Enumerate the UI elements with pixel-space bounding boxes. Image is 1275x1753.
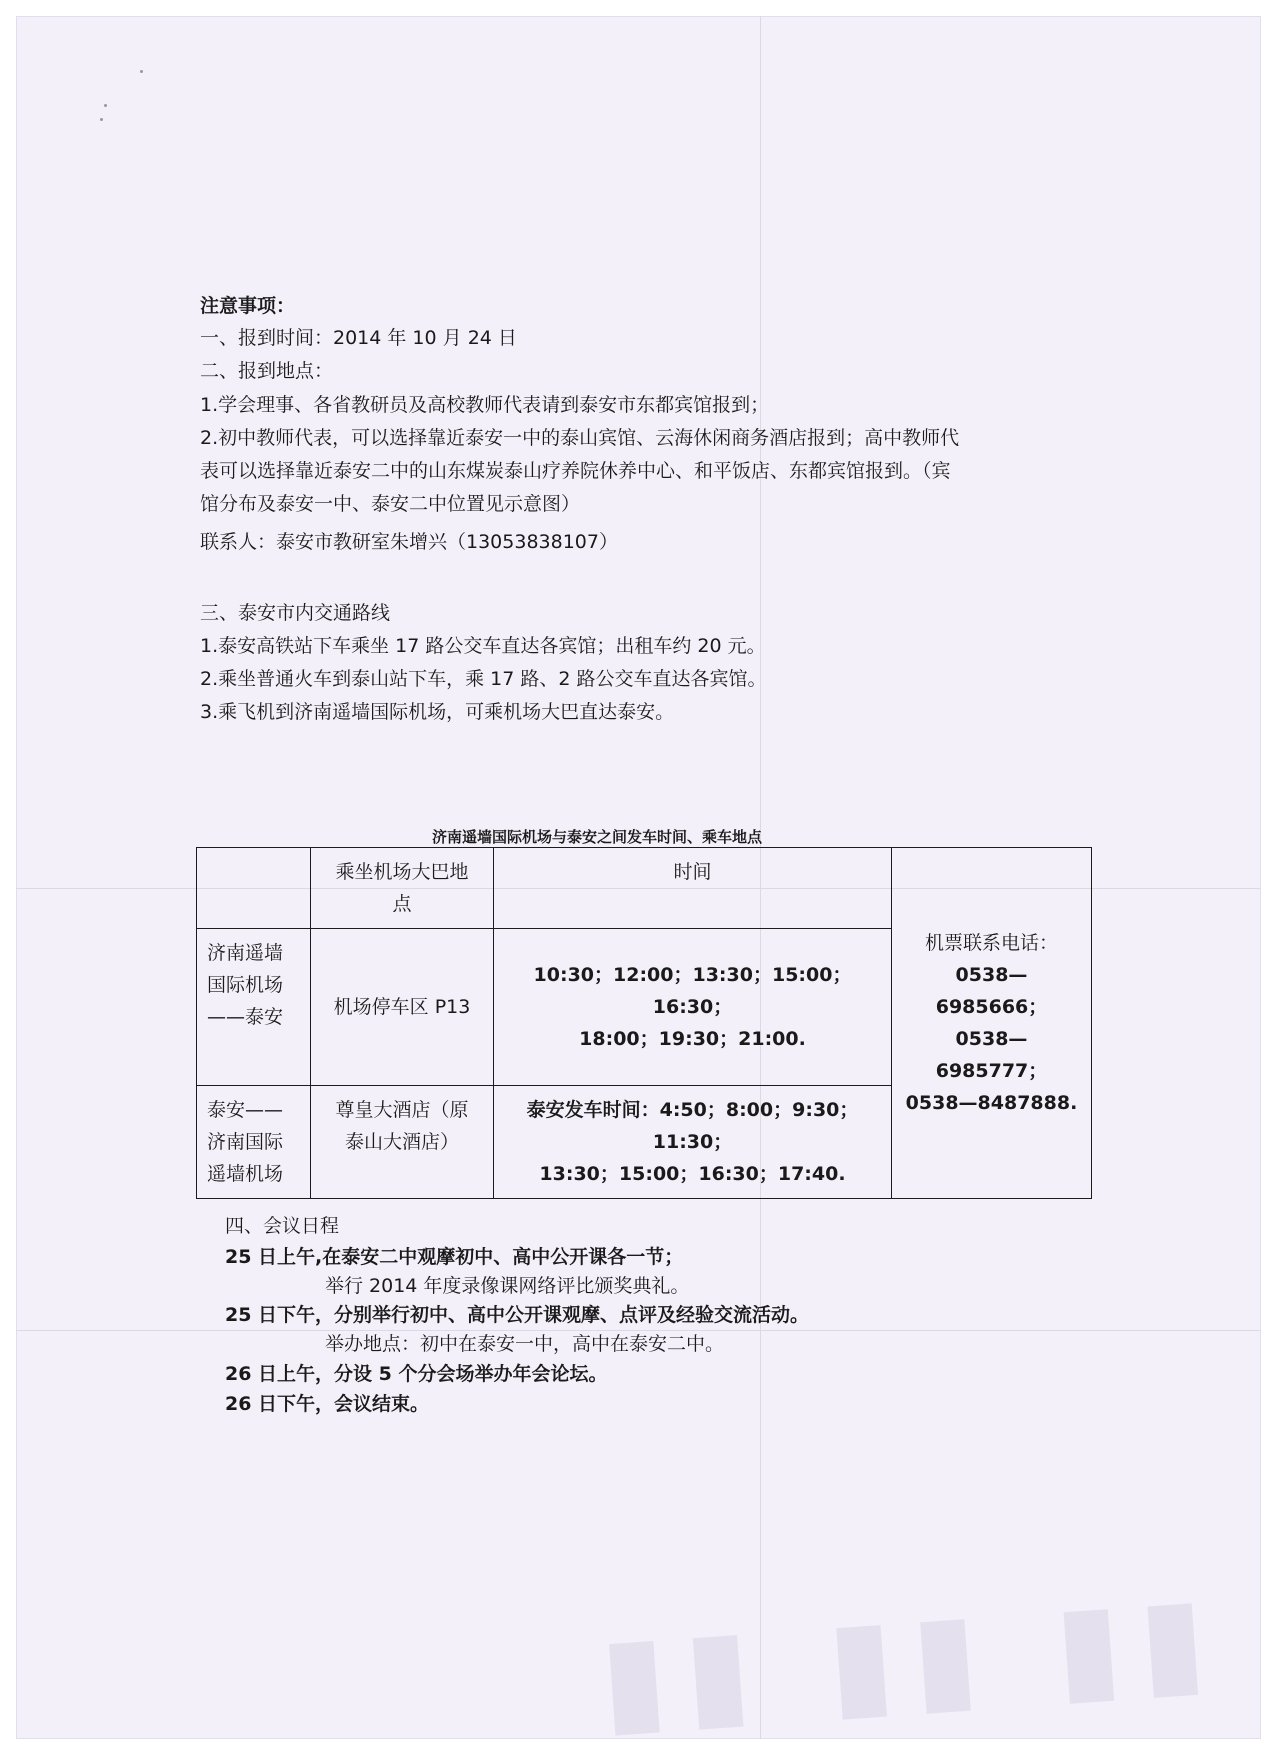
notice-heading: 注意事项： [200, 295, 296, 317]
row1-times-line-2: 18:00；19:30；21:00. [579, 1028, 806, 1050]
ticket-phone-3: 0538—8487888. [905, 1092, 1078, 1114]
row2-route-line-1: 泰安—— [207, 1099, 284, 1121]
row1-times-cell [494, 929, 892, 1086]
traffic-heading: 三、泰安市内交通路线 [200, 602, 391, 624]
row2-times-cell [494, 1086, 892, 1199]
registration-place-2-line-1: 2.初中教师代表，可以选择靠近泰安一中的泰山宾馆、云海休闲商务酒店报到；高中教师代 [200, 427, 960, 449]
header-empty-cell [197, 848, 311, 929]
row1-times-line-1: 10:30；12:00；13:30；15:00；16:30； [533, 964, 852, 1018]
row2-route-line-3: 遥墙机场 [207, 1163, 284, 1185]
schedule-item-1: 25 日上午,在泰安二中观摩初中、高中公开课各一节； [225, 1246, 684, 1268]
row1-route-line-3: ——泰安 [207, 1006, 284, 1028]
row2-place-cell [311, 1086, 494, 1199]
registration-time: 一、报到时间：2014 年 10 月 24 日 [200, 327, 517, 349]
header-place-cell [311, 848, 494, 929]
ticket-contact-label: 机票联系电话： [924, 932, 1058, 954]
row1-route-line-1: 济南遥墙 [207, 942, 284, 964]
traffic-route-3: 3.乘飞机到济南遥墙国际机场，可乘机场大巴直达泰安。 [200, 701, 675, 723]
ticket-phone-1: 0538—6985666； [935, 964, 1048, 1018]
paper-speck [100, 118, 103, 121]
paper-speck [104, 104, 107, 107]
schedule-heading: 四、会议日程 [225, 1215, 340, 1237]
row2-route-line-2: 济南国际 [207, 1131, 284, 1153]
header-time: 时间 [673, 861, 712, 883]
show-through-mark: ▮▮ ▮▮ ▮▮ [595, 1568, 1228, 1751]
bus-schedule-table [196, 847, 1092, 1199]
table-header-row [197, 848, 1092, 929]
contact-person: 联系人：泰安市教研室朱增兴（13053838107） [200, 531, 618, 553]
schedule-item-3: 26 日上午，分设 5 个分会场举办年会论坛。 [225, 1363, 608, 1385]
ticket-contact-cell [892, 848, 1092, 1199]
row2-place-line-1: 尊皇大酒店（原 [335, 1099, 469, 1121]
header-place-line-1: 乘坐机场大巴地 [335, 861, 469, 883]
bus-table-title: 济南遥墙国际机场与泰安之间发车时间、乘车地点 [432, 828, 763, 846]
header-time-cell [494, 848, 892, 929]
paper-speck [140, 70, 143, 73]
header-place-line-2: 点 [392, 893, 412, 915]
schedule-item-2: 25 日下午，分别举行初中、高中公开课观摩、点评及经验交流活动。 [225, 1304, 810, 1326]
row2-times-line-2: 13:30；15:00；16:30；17:40. [539, 1163, 846, 1185]
registration-place-2-line-3: 馆分布及泰安一中、泰安二中位置见示意图） [200, 493, 581, 515]
row1-route-line-2: 国际机场 [207, 974, 284, 996]
traffic-route-2: 2.乘坐普通火车到泰山站下车，乘 17 路、2 路公交车直达各宾馆。 [200, 668, 767, 690]
row2-route-cell [197, 1086, 311, 1199]
registration-place-heading: 二、报到地点： [200, 360, 334, 382]
ticket-phone-2: 0538—6985777； [935, 1028, 1048, 1082]
row1-place: 机场停车区 P13 [333, 996, 471, 1018]
schedule-item-1-cont: 举行 2014 年度录像课网络评比颁奖典礼。 [325, 1275, 690, 1297]
registration-place-1: 1.学会理事、各省教研员及高校教师代表请到泰安市东都宾馆报到； [200, 394, 770, 416]
row2-place-line-2: 泰山大酒店） [344, 1131, 459, 1153]
registration-place-2-line-2: 表可以选择靠近泰安二中的山东煤炭泰山疗养院休养中心、和平饭店、东都宾馆报到。（宾 [200, 460, 951, 482]
row1-route-cell [197, 929, 311, 1086]
row1-place-cell [311, 929, 494, 1086]
schedule-item-2-cont: 举办地点：初中在泰安一中，高中在泰安二中。 [325, 1333, 725, 1355]
row2-times-line-1: 泰安发车时间：4:50；8:00；9:30；11:30； [526, 1099, 859, 1153]
traffic-route-1: 1.泰安高铁站下车乘坐 17 路公交车直达各宾馆；出租车约 20 元。 [200, 635, 766, 657]
schedule-item-4: 26 日下午，会议结束。 [225, 1393, 430, 1415]
